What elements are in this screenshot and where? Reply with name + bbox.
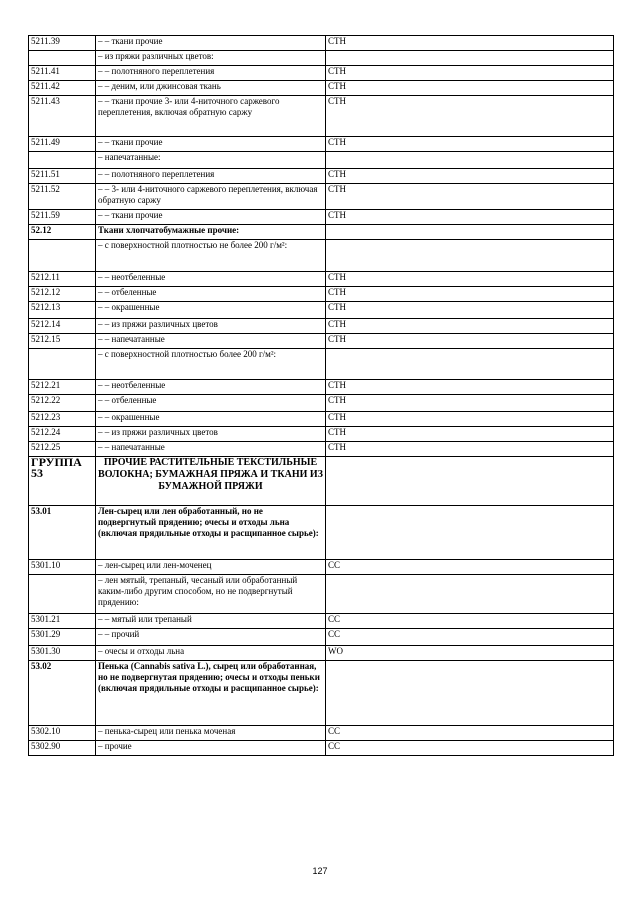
row-origin-rule: СТН	[326, 169, 614, 184]
row-code: 5212.23	[29, 412, 96, 427]
row-origin-rule: СТН	[326, 319, 614, 334]
row-code	[29, 152, 96, 169]
table-row	[29, 137, 614, 152]
row-code: 5211.49	[29, 137, 96, 152]
row-description: – лен-сырец или лен-моченец	[96, 560, 326, 575]
row-description: – – полотняного переплетения	[96, 66, 326, 81]
table-row	[29, 152, 614, 169]
row-code: 53.01	[29, 506, 96, 560]
row-description: – из пряжи различных цветов:	[96, 51, 326, 66]
row-code: 53.02	[29, 661, 96, 726]
table-row	[29, 442, 614, 457]
row-code	[29, 240, 96, 272]
row-origin-rule: СТН	[326, 302, 614, 319]
row-code	[29, 51, 96, 66]
row-origin-rule: СС	[326, 560, 614, 575]
row-origin-rule: СС	[326, 741, 614, 756]
table-row	[29, 169, 614, 184]
row-description: – – из пряжи различных цветов	[96, 319, 326, 334]
table-row	[29, 427, 614, 442]
row-code: 5212.12	[29, 287, 96, 302]
row-code: 5302.90	[29, 741, 96, 756]
row-description: – – напечатанные	[96, 334, 326, 349]
table-row	[29, 457, 614, 506]
table-row	[29, 646, 614, 661]
row-origin-rule: WO	[326, 646, 614, 661]
row-code: ГРУППА 53	[29, 457, 96, 506]
row-code: 5211.59	[29, 210, 96, 225]
table-row	[29, 506, 614, 560]
row-code: 5212.21	[29, 380, 96, 395]
table-row	[29, 302, 614, 319]
table-row	[29, 66, 614, 81]
row-origin-rule: СС	[326, 726, 614, 741]
table-row	[29, 614, 614, 629]
row-origin-rule	[326, 457, 614, 506]
row-code	[29, 575, 96, 614]
row-origin-rule: СТН	[326, 66, 614, 81]
table-row	[29, 395, 614, 412]
table-row	[29, 412, 614, 427]
table-row	[29, 560, 614, 575]
page-number: 127	[312, 866, 328, 876]
row-code: 5211.51	[29, 169, 96, 184]
table-row	[29, 319, 614, 334]
row-origin-rule: СТН	[326, 334, 614, 349]
row-description: – – отбеленные	[96, 395, 326, 412]
row-origin-rule	[326, 349, 614, 380]
table-row	[29, 36, 614, 51]
row-code: 5211.43	[29, 96, 96, 137]
row-description: – пенька-сырец или пенька моченая	[96, 726, 326, 741]
row-code: 5211.39	[29, 36, 96, 51]
row-description: – – прочий	[96, 629, 326, 646]
row-description: – с поверхностной плотностью не более 200 г/м²:	[96, 240, 326, 272]
row-description: Ткани хлопчатобумажные прочие:	[96, 225, 326, 240]
row-origin-rule	[326, 661, 614, 726]
row-origin-rule	[326, 240, 614, 272]
row-code: 5212.24	[29, 427, 96, 442]
table-row	[29, 575, 614, 614]
tariff-table	[28, 35, 614, 756]
row-code: 5301.30	[29, 646, 96, 661]
table-row	[29, 51, 614, 66]
table-row	[29, 287, 614, 302]
row-description: – – 3- или 4-ниточного саржевого переплетения, включая обратную саржу	[96, 184, 326, 210]
row-description: – – окрашенные	[96, 302, 326, 319]
row-origin-rule: СТН	[326, 137, 614, 152]
row-code: 5211.52	[29, 184, 96, 210]
row-origin-rule	[326, 225, 614, 240]
row-description: – напечатанные:	[96, 152, 326, 169]
row-description: – – полотняного переплетения	[96, 169, 326, 184]
row-description: – – ткани прочие	[96, 137, 326, 152]
row-origin-rule: СТН	[326, 81, 614, 96]
row-origin-rule: СТН	[326, 36, 614, 51]
row-description: Лен-сырец или лен обработанный, но не подвергнутый прядению; очесы и отходы льна (включая прядильные отходы и расщипанное сырье):	[96, 506, 326, 560]
table-row	[29, 96, 614, 137]
row-code: 5212.13	[29, 302, 96, 319]
row-origin-rule: СС	[326, 629, 614, 646]
row-code: 5211.41	[29, 66, 96, 81]
row-origin-rule: СС	[326, 614, 614, 629]
row-code: 5302.10	[29, 726, 96, 741]
row-code: 5301.10	[29, 560, 96, 575]
row-origin-rule	[326, 575, 614, 614]
row-code: 5212.11	[29, 272, 96, 287]
table-row	[29, 629, 614, 646]
row-code: 5212.15	[29, 334, 96, 349]
table-row	[29, 81, 614, 96]
row-code: 5212.22	[29, 395, 96, 412]
table-row	[29, 380, 614, 395]
row-origin-rule: СТН	[326, 427, 614, 442]
table-row	[29, 349, 614, 380]
row-origin-rule: СТН	[326, 442, 614, 457]
row-description: – – неотбеленные	[96, 272, 326, 287]
row-description: – – напечатанные	[96, 442, 326, 457]
row-description: – – мятый или трепаный	[96, 614, 326, 629]
row-code: 52.12	[29, 225, 96, 240]
row-description: – лен мятый, трепаный, чесаный или обработанный каким-либо другим способом, но не подвергнутый прядению:	[96, 575, 326, 614]
row-description: ПРОЧИЕ РАСТИТЕЛЬНЫЕ ТЕКСТИЛЬНЫЕ ВОЛОКНА; БУМАЖНАЯ ПРЯЖА И ТКАНИ ИЗ БУМАЖНОЙ ПРЯЖИ	[96, 457, 326, 506]
table-row	[29, 741, 614, 756]
table-row	[29, 334, 614, 349]
row-code: 5212.25	[29, 442, 96, 457]
row-description: – – ткани прочие	[96, 36, 326, 51]
row-origin-rule	[326, 152, 614, 169]
row-description: – очесы и отходы льна	[96, 646, 326, 661]
row-code: 5301.21	[29, 614, 96, 629]
row-description: Пенька (Cannabis sativa L.), сырец или обработанная, но не подвергнутая прядению; очесы и отходы пеньки (включая прядильные отходы и расщипанное сырье):	[96, 661, 326, 726]
row-code: 5211.42	[29, 81, 96, 96]
row-origin-rule: СТН	[326, 395, 614, 412]
row-code: 5212.14	[29, 319, 96, 334]
row-origin-rule: СТН	[326, 96, 614, 137]
row-description: – – неотбеленные	[96, 380, 326, 395]
table-row	[29, 661, 614, 726]
row-description: – прочие	[96, 741, 326, 756]
table-row	[29, 210, 614, 225]
row-description: – – деним, или джинсовая ткань	[96, 81, 326, 96]
row-origin-rule: СТН	[326, 184, 614, 210]
table-row	[29, 726, 614, 741]
row-origin-rule: СТН	[326, 412, 614, 427]
row-code	[29, 349, 96, 380]
row-code: 5301.29	[29, 629, 96, 646]
table-row	[29, 240, 614, 272]
row-origin-rule	[326, 506, 614, 560]
row-description: – – окрашенные	[96, 412, 326, 427]
row-description: – – отбеленные	[96, 287, 326, 302]
table-row	[29, 225, 614, 240]
table-row	[29, 272, 614, 287]
row-description: – – из пряжи различных цветов	[96, 427, 326, 442]
row-description: – – ткани прочие	[96, 210, 326, 225]
row-description: – – ткани прочие 3- или 4-ниточного саржевого переплетения, включая обратную саржу	[96, 96, 326, 137]
row-origin-rule	[326, 51, 614, 66]
row-description: – с поверхностной плотностью более 200 г/м²:	[96, 349, 326, 380]
row-origin-rule: СТН	[326, 272, 614, 287]
row-origin-rule: СТН	[326, 210, 614, 225]
row-origin-rule: СТН	[326, 287, 614, 302]
table-row	[29, 184, 614, 210]
row-origin-rule: СТН	[326, 380, 614, 395]
tariff-table-body	[29, 36, 614, 756]
